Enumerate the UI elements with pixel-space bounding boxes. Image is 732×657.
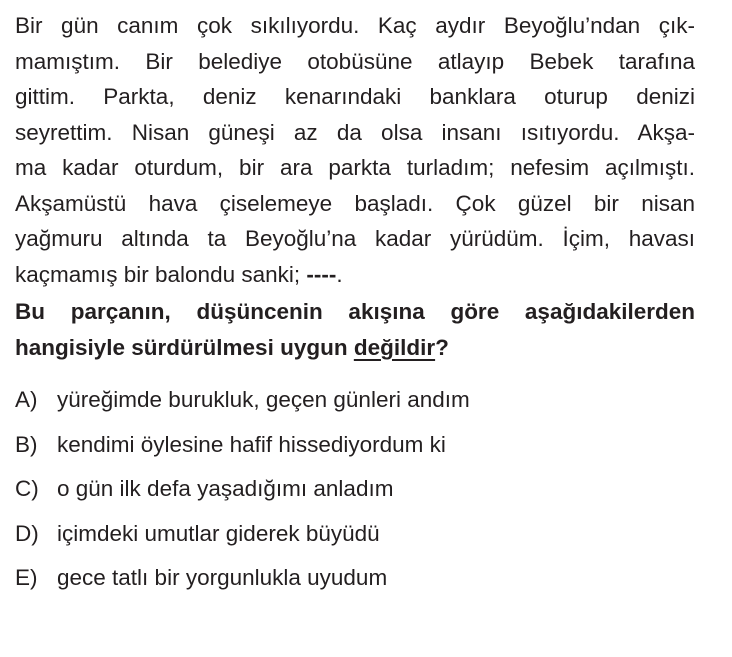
passage-line: gittim. Parkta, deniz kenarındaki banklara oturup denizi — [15, 84, 695, 109]
option-letter: D) — [15, 520, 39, 546]
question-line-2 — [15, 330, 695, 366]
question-mark: ? — [435, 334, 449, 360]
option-text: yüreğimde burukluk, geçen günleri andım — [57, 387, 470, 412]
passage-line-end: . — [336, 261, 343, 287]
passage-line: Bir gün canım çok sıkılıyordu. Kaç aydır Beyoğlu’ndan çık- — [15, 13, 695, 38]
option-letter: A) — [15, 387, 38, 412]
option-c[interactable] — [15, 474, 695, 519]
option-text: gece tatlı bir yorgunlukla uyudum — [57, 565, 388, 590]
question-page — [15, 8, 695, 608]
negative-keyword: değildir — [353, 334, 436, 360]
passage-line-text: kaçmamış bir balondu sanki; — [15, 261, 307, 287]
option-letter: B) — [15, 431, 38, 457]
passage-line: Akşamüstü hava çiselemeye başladı. Çok güzel bir nisan — [15, 190, 695, 216]
passage-line: seyrettim. Nisan güneşi az da olsa insanı ısıtıyordu. Akşa- — [15, 119, 695, 145]
reading-passage — [15, 8, 695, 292]
passage-last-line — [15, 257, 695, 293]
option-a[interactable] — [15, 385, 695, 430]
question-line-1: Bu parçanın, düşüncenin akışına göre aşağıdakilerden — [15, 299, 695, 324]
option-letter: E) — [15, 565, 38, 590]
blank-placeholder: ---- — [306, 261, 337, 287]
option-text: içimdeki umutlar giderek büyüdü — [57, 520, 380, 546]
option-text: kendimi öylesine hafif hissediyordum ki — [57, 431, 446, 457]
passage-line: yağmuru altında ta Beyoğlu’na kadar yürüdüm. İçim, havası — [15, 226, 695, 251]
option-e[interactable] — [15, 563, 695, 608]
passage-line: ma kadar oturdum, bir ara parkta turladım; nefesim açılmıştı. — [15, 155, 695, 180]
option-b[interactable] — [15, 430, 695, 475]
option-letter: C) — [15, 476, 39, 501]
option-text: o gün ilk defa yaşadığımı anladım — [57, 476, 394, 501]
question-text: hangisiyle sürdürülmesi uygun — [15, 334, 354, 360]
option-d[interactable] — [15, 519, 695, 564]
question-stem — [15, 294, 695, 365]
answer-options — [15, 385, 695, 608]
passage-line: mamıştım. Bir belediye otobüsüne atlayıp Bebek tarafına — [15, 48, 695, 74]
